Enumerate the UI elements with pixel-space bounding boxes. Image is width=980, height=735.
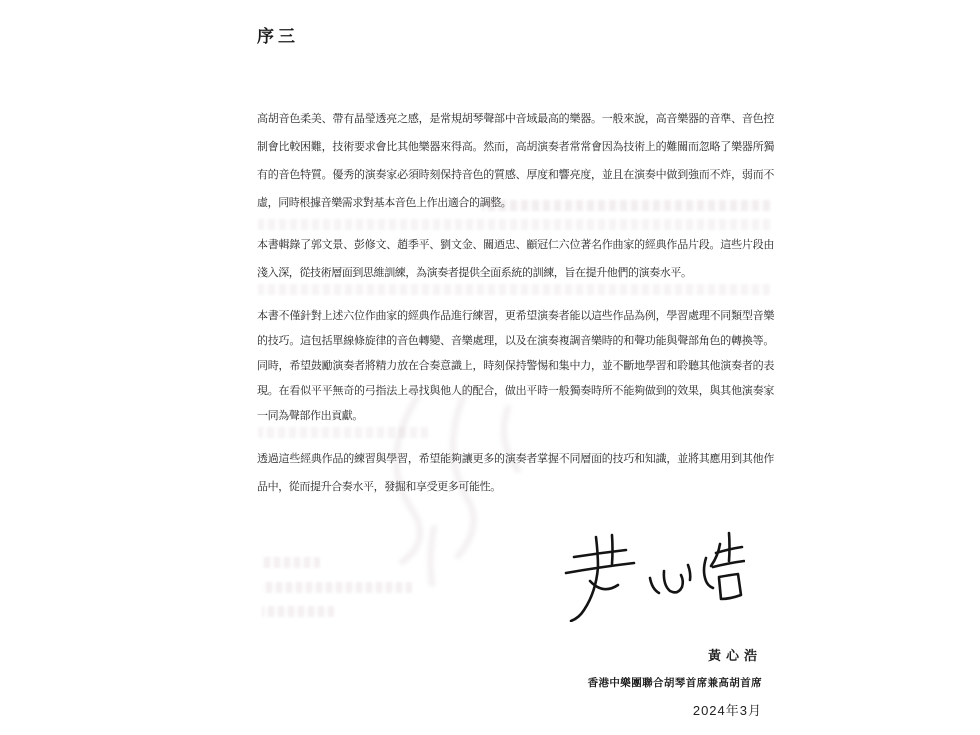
bleed-through-artifact [258,219,770,230]
signature-icon [560,524,745,622]
paragraph-3: 本書不僅針對上述六位作曲家的經典作品進行練習，更希望演奏者能以這些作品為例，學習處理不同類型音樂的技巧。這包括單線條旋律的音色轉變、音樂處理，以及在演奏複調音樂時的和聲功能與聲部角色的轉換等。同時，希望鼓勵演奏者將精力放在合奏意識上，時刻保持警惕和集中力，並不斷地學習和聆聽其他演奏者的表現。在看似平平無奇的弓指法上尋找與他人的配合，做出平時一般獨奏時所不能夠做到的效果，與其他演奏家一同為聲部作出貢獻。 [257,310,774,422]
signoff-date: 2024年3月 [692,703,762,718]
bleed-through-artifact [482,200,770,211]
bleed-through-artifact [258,284,770,295]
page-title: 序三 [257,27,299,46]
paragraph-4: 透過這些經典作品的練習與學習，希望能夠讓更多的演奏者掌握不同層面的技巧和知識，並將其應用到其他作品中，從而提升合奏水平，發掘和享受更多可能性。 [257,453,774,493]
bleed-through-artifact [262,557,320,568]
bleed-through-artifact [262,606,334,617]
bleed-through-signature-artifact [356,378,571,593]
signoff-role: 香港中樂團聯合胡琴首席兼高胡首席 [587,677,762,689]
paragraph-1: 高胡音色柔美、帶有晶瑩透亮之感，是常規胡琴聲部中音域最高的樂器。一般來說，高音樂器的音準、音色控制會比較困難，技術要求會比其他樂器來得高。然而，高胡演奏者常常會因為技術上的難關而忽略了樂器所獨有的音色特質。優秀的演奏家必須時刻保持音色的質感、厚度和響亮度，並且在演奏中做到強而不炸，弱而不虛，同時根據音樂需求對基本音色上作出適合的調整。 [257,113,774,209]
paragraph-2: 本書輯錄了郭文景、彭修文、趙季平、劉文金、關迺忠、顧冠仁六位著名作曲家的經典作品片段。這些片段由淺入深，從技術層面到思維訓練，為演奏者提供全面系統的訓練，旨在提升他們的演奏水平。 [257,239,774,279]
signoff-name: 黃心浩 [707,648,762,663]
